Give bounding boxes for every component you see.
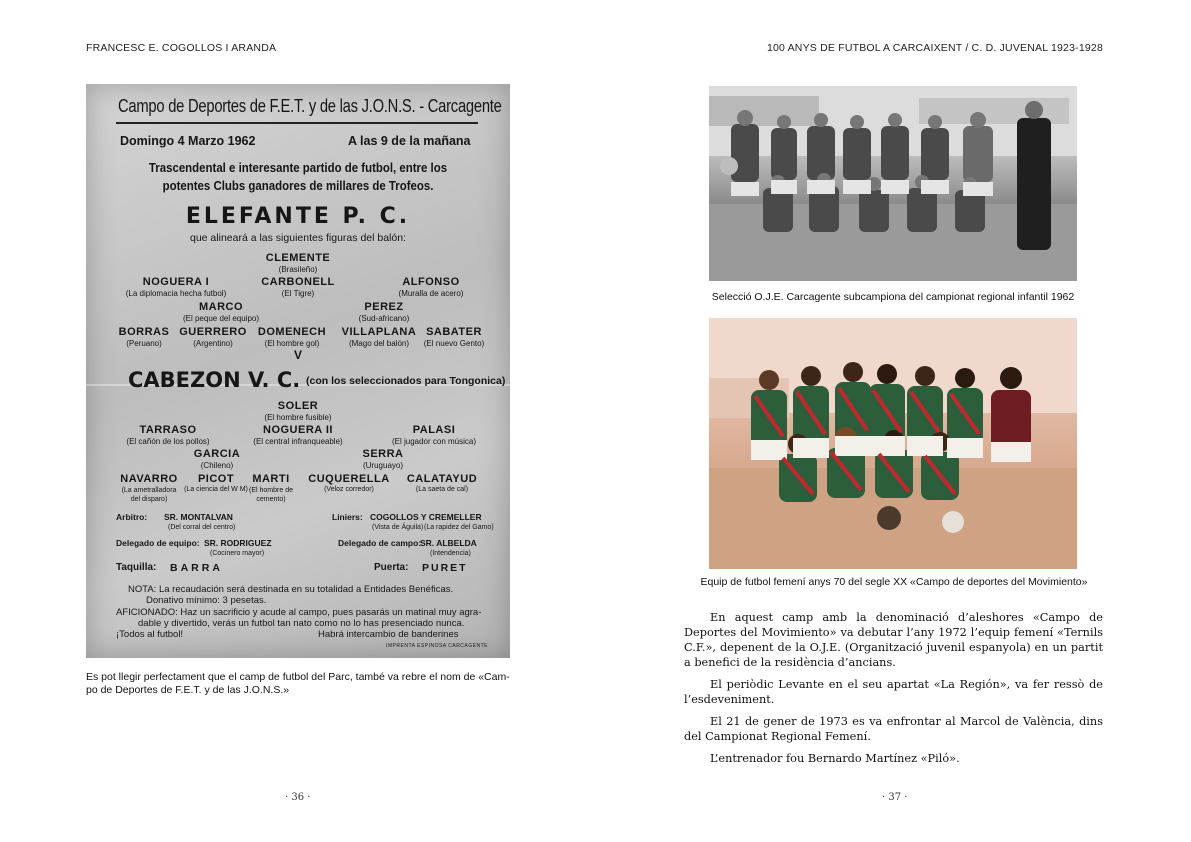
poster-title-rule [116,122,478,124]
player-nickname: (El hombre de cemento) [249,487,293,503]
player-name: PICOT [197,473,235,485]
player-nickname: (Mago del balón) [348,339,410,348]
linesmen-label: Liniers: [332,512,363,522]
gate-label: Puerta: [374,562,409,573]
poster-appeal-1: AFICIONADO: Haz un sacrificio y acude al campo, pues pasarás un matinal muy agra- [116,607,482,618]
poster-note: NOTA: La recaudación será destinada en su totalidad a Entidades Benéficas. [128,584,454,595]
player-name: CARBONELL [261,276,335,288]
player-name: CUQUERELLA [308,473,390,485]
team-delegate-label: Delegado de equipo: [116,538,200,548]
player-nickname: (El jugador con música) [391,437,477,446]
gate-name: PURET [422,562,468,574]
player-name: GARCIA [193,448,241,460]
player-name: NOGUERA I [142,276,210,288]
player-nickname: (Muralla de acero) [398,289,464,298]
player-nickname: (Peruano) [126,339,162,348]
referee-label: Arbitro: [116,512,148,522]
player-name: PALASI [412,424,456,436]
team-photo-1962-drawing [709,86,1077,281]
poster-date: Domingo 4 Marzo 1962 [120,134,256,148]
player-name: SOLER [277,400,319,412]
player-nickname: (La diplomacia hecha futbol) [125,289,227,298]
paragraph: El periòdic Levante en el seu apartat «La Región», va fer ressò de l’esdeveniment. [684,678,1103,706]
right-page [596,0,1191,842]
paragraph: En aquest camp amb la denominació d’aleshores «Campo de Deportes del Movimiento» va debutar l’any 1972 l’equip femení «Ternils C.F.», depenent de la O.J.E. (Organització juvenil espanyola) en un partit a benefici de la residència d’ancians. [684,611,1103,669]
player-nickname: (La saeta de cal) [415,486,469,493]
player-name: GUERRERO [179,326,247,338]
ticket-office-label: Taquilla: [116,562,157,573]
player-name: NOGUERA II [263,424,333,436]
poster-title: Campo de Deportes de F.E.T. y de las J.O.N.S. - Carcagente [118,96,502,116]
field-delegate-nickname: (Intendencia) [430,550,471,557]
field-delegate-name: SR. ALBELDA [420,538,477,548]
page-number-right: · 37 · [882,792,908,803]
referee-nickname: (Del corral del centro) [168,524,236,531]
poster-team-2-note: (con los seleccionados para Tongonica) [306,375,506,387]
player-name: SERRA [362,448,404,460]
player-name: PEREZ [364,301,404,313]
player-nickname: (La ametralladora del disparo) [121,487,177,503]
poster-description-2: potentes Clubs ganadores de millares de Trofeos. [162,178,434,193]
player-name: MARCO [198,301,244,313]
linesmen-nickname-1: (Vista de Águila) [372,524,424,531]
page-number-left: · 36 · [285,792,311,803]
player-name: BORRAS [118,326,170,338]
player-nickname: (El hombre fusible) [264,413,332,422]
running-head-author: FRANCESC E. COGOLLOS I ARANDA [86,42,277,54]
linesmen-names: COGOLLOS Y CREMELLER [370,512,482,522]
poster-donation: Donativo mínimo: 3 pesetas. [146,595,267,606]
player-nickname: (El hombre gol) [264,339,320,348]
poster-team-1: ELEFANTE P. C. [185,204,411,229]
field-delegate-label: Delegado de campo: [338,538,422,548]
player-nickname: (Argentino) [193,339,233,348]
player-nickname: (La ciencia del W M) [184,486,248,493]
player-nickname: (Sud-africano) [358,314,410,323]
player-name: CALATAYUD [406,473,478,485]
player-nickname: (Uruguayo) [362,461,403,470]
running-head-title: 100 ANYS DE FUTBOL A CARCAIXENT / C. D. JUVENAL 1923-1928 [766,42,1103,54]
player-name: NAVARRO [120,473,178,485]
paragraph: El 21 de gener de 1973 es va enfrontar al Marcol de València, dins del Campionat Regional Femení. [684,715,1103,743]
body-text [684,610,1103,773]
poster-pennants: Habrá intercambio de banderines [318,629,459,640]
player-nickname: (El central infranqueable) [253,437,343,446]
player-name: CLEMENTE [265,252,331,264]
poster-slogan: ¡Todos al futbol! [116,629,184,640]
womens-team-caption: Equip de futbol femení anys 70 del segle XX «Campo de deportes del Movimiento» [700,576,1088,588]
player-name: DOMENECH [257,326,327,338]
poster-caption-line-2: po de Deportes de F.E.T. y de las J.O.N.S.» [86,684,290,696]
linesmen-nickname-2: (La rapidez del Gamo) [424,524,494,531]
player-name: SABATER [426,326,482,338]
poster-team-2: CABEZON V. C. [128,368,301,392]
womens-team-photo [709,318,1077,569]
player-nickname: (El nuevo Gento) [423,339,485,348]
poster-caption-line-1: Es pot llegir perfectament que el camp de futbol del Parc, també va rebre el nom de «Cam- [86,671,510,683]
player-nickname: (El cañón de los pollos) [126,437,210,446]
poster-printer: IMPRENTA ESPINOSA CARCAGENTE [386,643,488,649]
player-nickname: (El Tigre) [281,289,315,298]
team-delegate-nickname: (Cocinero mayor) [210,550,265,557]
poster-description-1: Trascendental e interesante partido de futbol, entre los [148,160,448,175]
player-name: MARTI [252,473,290,485]
paragraph: L’entrenador fou Bernardo Martínez «Piló». [710,752,960,765]
poster-lineup-intro: que alineará a las siguientes figuras del balón: [190,232,406,244]
player-nickname: (Chileno) [200,461,234,470]
left-page [0,0,595,842]
match-poster [86,84,510,658]
player-name: ALFONSO [402,276,460,288]
player-name: VILLAPLANA [341,326,417,338]
poster-time: A las 9 de la mañana [348,134,471,148]
team-photo-1962 [709,86,1077,281]
poster-appeal-2: dable y divertido, verás un futbol tan nato como no lo has presenciado nunca. [138,618,465,629]
referee-name: SR. MONTALVAN [164,512,233,522]
photo-1962-caption: Selecció O.J.E. Carcagente subcampiona del campionat regional infantil 1962 [711,291,1075,303]
player-nickname: (El peque del equipo) [182,314,260,323]
womens-team-photo-drawing [709,318,1077,569]
player-name: TARRASO [139,424,197,436]
player-nickname: (Veloz corredor) [324,486,374,493]
ticket-office-name: BARRA [170,562,223,574]
versus-mark: V [293,348,302,362]
player-nickname: (Brasileño) [278,265,318,274]
team-delegate-name: SR. RODRIGUEZ [204,538,272,548]
